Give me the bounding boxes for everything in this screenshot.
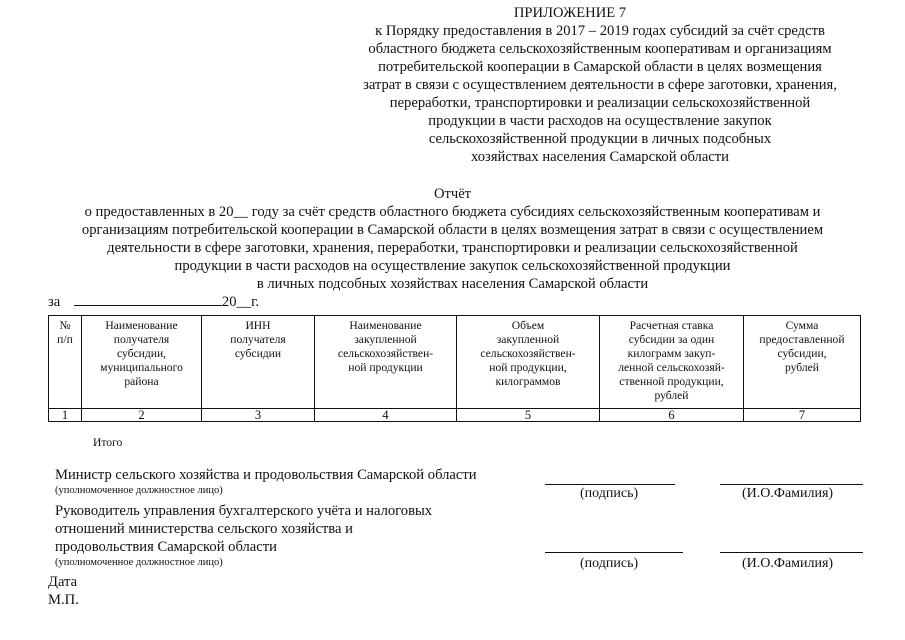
signature-block-minister (55, 466, 477, 497)
table-header-row (49, 316, 861, 409)
header-cell: ИНН получателя субсидии (202, 316, 315, 409)
appendix-line: потребительской кооперации в Самарской области в целях возмещения (378, 59, 822, 75)
appendix-line: к Порядку предоставления в 2017 – 2019 годах субсидий за счёт средств (375, 23, 825, 39)
name-line[interactable] (720, 552, 863, 553)
period-prefix: за (48, 294, 61, 310)
signer-title: продовольствия Самарской области (55, 539, 277, 555)
report-line: продукции в части расходов на осуществление закупок сельскохозяйственной продукции (174, 258, 731, 274)
header-cell: Наименование получателя субсидии, муниципального района (82, 316, 202, 409)
header-cell: Сумма предоставленной субсидии, рублей (744, 316, 861, 409)
date-label: Дата (48, 574, 78, 590)
column-number: 4 (315, 409, 457, 422)
column-number: 1 (49, 409, 82, 422)
name-line[interactable] (720, 484, 863, 485)
appendix-description (330, 22, 870, 166)
appendix-line: хозяйствах населения Самарской области (471, 149, 729, 165)
signer-note: (уполномоченное должностное лицо) (55, 557, 223, 568)
header-cell: Наименование закупленной сельскохозяйствен- ной продукции (315, 316, 457, 409)
report-title: Отчёт (433, 186, 472, 202)
report-period (48, 292, 259, 311)
signature-line[interactable] (545, 552, 683, 553)
table-number-row (49, 409, 861, 422)
stamp-label: М.П. (48, 592, 79, 608)
period-suffix: 20__г. (221, 294, 260, 310)
report-description (20, 203, 885, 293)
subsidy-table (48, 315, 861, 422)
column-number: 7 (744, 409, 861, 422)
column-number: 2 (82, 409, 202, 422)
signer-title: отношений министерства сельского хозяйства и (55, 521, 353, 537)
signature-block-head (55, 502, 432, 569)
period-blank[interactable] (74, 292, 222, 306)
appendix-line: сельскохозяйственной продукции в личных подсобных (428, 131, 772, 147)
column-number: 5 (457, 409, 600, 422)
signer-title: Руководитель управления бухгалтерского учёта и налоговых (55, 503, 433, 519)
signature-caption: (подпись) (580, 556, 639, 571)
appendix-line: переработки, транспортировки и реализации сельскохозяйственной (389, 95, 811, 111)
appendix-line: затрат в связи с осуществлением деятельности в сфере заготовки, хранения, (363, 77, 837, 93)
signature-caption: (подпись) (580, 486, 639, 501)
name-caption: (И.О.Фамилия) (742, 556, 834, 571)
report-line: в личных подсобных хозяйствах населения Самарской области (256, 276, 649, 292)
appendix-line: областного бюджета сельскохозяйственным кооперативам и организациям (368, 41, 832, 57)
header-cell: Расчетная ставка субсидии за один килограмм закуп- ленной сельскохозяй- ственной продукции, рублей (600, 316, 744, 409)
header-cell: № п/п (49, 316, 82, 409)
report-line: деятельности в сфере заготовки, хранения, переработки, транспортировки и реализации сельскохозяйственной (107, 240, 798, 256)
name-caption: (И.О.Фамилия) (742, 486, 834, 501)
report-line: о предоставленных в 20__ году за счёт средств областного бюджета субсидиях сельскохозяйственным кооперативам и (84, 204, 821, 220)
header-cell: Объем закупленной сельскохозяйствен- ной продукции, килограммов (457, 316, 600, 409)
signer-title: Министр сельского хозяйства и продовольствия Самарской области (55, 467, 477, 483)
signature-line[interactable] (545, 484, 675, 485)
appendix-line: продукции в части расходов на осуществление закупок (428, 113, 772, 129)
report-line: организациям потребительской кооперации в Самарской области в целях возмещения затрат в связи с осуществлением (81, 222, 824, 238)
column-number: 3 (202, 409, 315, 422)
total-label: Итого (93, 436, 123, 449)
signer-note: (уполномоченное должностное лицо) (55, 485, 223, 496)
appendix-title: ПРИЛОЖЕНИЕ 7 (513, 5, 627, 21)
column-number: 6 (600, 409, 744, 422)
